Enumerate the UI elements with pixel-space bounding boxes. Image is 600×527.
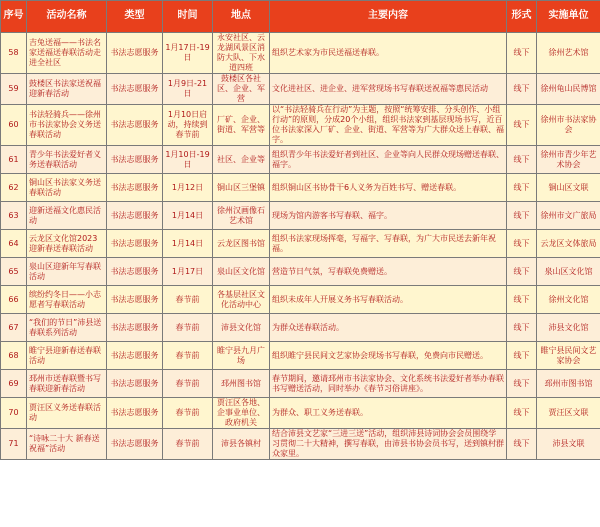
row-number: 61 [1, 146, 27, 174]
activity-place: 云龙区图书馆 [213, 230, 270, 258]
table-row [1, 202, 600, 230]
activity-form: 线下 [507, 202, 537, 230]
implementing-unit: 贾汪区文联 [537, 398, 600, 429]
table-row [1, 74, 600, 105]
activity-form: 线下 [507, 105, 537, 146]
activity-content: 结合沛县文艺家“三进三送”活动，组织沛县诗词协会会员围绕学习贯彻二十大精神，撰写春联，由沛县书协会员书写，送到镇村群众家里。 [270, 429, 507, 460]
table-row [1, 398, 600, 429]
activity-name: 铜山区书法家义务送春联活动 [27, 174, 107, 202]
row-number: 71 [1, 429, 27, 460]
activity-time: 1月10日-19日 [163, 146, 213, 174]
activity-type: 书法志愿服务 [107, 286, 163, 314]
activity-place: 徐州汉画像石艺术馆 [213, 202, 270, 230]
header-org: 实施单位 [537, 1, 600, 33]
row-number: 65 [1, 258, 27, 286]
activity-time: 1月12日 [163, 174, 213, 202]
header-form: 形式 [507, 1, 537, 33]
activity-form: 线下 [507, 258, 537, 286]
activity-type: 书法志愿服务 [107, 370, 163, 398]
activity-time: 春节前 [163, 342, 213, 370]
activity-content: 组织青少年书法爱好者到社区、企业等向人民群众现场赠送春联、福字。 [270, 146, 507, 174]
activity-content: 春节期间，邀请邳州市书法家协会、文化系统书法爱好者举办春联书写赠送活动，同时举办《春节习俗讲座》。 [270, 370, 507, 398]
activity-content: 组织书法家现场挥毫，写福字、写春联，为广大市民送去新年祝福。 [270, 230, 507, 258]
implementing-unit: 睢宁县民间文艺家协会 [537, 342, 600, 370]
implementing-unit: 铜山区文联 [537, 174, 600, 202]
header-time: 时间 [163, 1, 213, 33]
activity-place: 沛县文化馆 [213, 314, 270, 342]
row-number: 59 [1, 74, 27, 105]
activity-name: 云龙区文化馆2023迎新春送春联活动 [27, 230, 107, 258]
activity-content: 文化进社区、进企业、进军营现场书写春联送祝福等惠民活动 [270, 74, 507, 105]
activity-form: 线下 [507, 429, 537, 460]
activity-form: 线下 [507, 74, 537, 105]
implementing-unit: 徐州文化馆 [537, 286, 600, 314]
implementing-unit: 徐州市青少年艺术协会 [537, 146, 600, 174]
activity-content: 为群众、职工义务送春联。 [270, 398, 507, 429]
activity-content: 组织铜山区书协骨干6人义务为百姓书写、赠送春联。 [270, 174, 507, 202]
activity-place: 贾汪区各地、企事业单位、政府机关 [213, 398, 270, 429]
table-row [1, 370, 600, 398]
activity-content: 营造节日气氛，写春联免费赠送。 [270, 258, 507, 286]
activity-form: 线下 [507, 286, 537, 314]
activity-time: 1月9日-21日 [163, 74, 213, 105]
activity-time: 春节前 [163, 429, 213, 460]
row-number: 64 [1, 230, 27, 258]
activity-time: 1月14日 [163, 230, 213, 258]
activity-name: “我们的节日”沛县送春联系列活动 [27, 314, 107, 342]
activity-place: 邳州图书馆 [213, 370, 270, 398]
activity-name: “诗咏二十大 新春送祝福”活动 [27, 429, 107, 460]
row-number: 62 [1, 174, 27, 202]
implementing-unit: 邳州市图书馆 [537, 370, 600, 398]
activity-type: 书法志愿服务 [107, 146, 163, 174]
activity-form: 线下 [507, 342, 537, 370]
activity-type: 书法志愿服务 [107, 314, 163, 342]
activity-time: 1月14日 [163, 202, 213, 230]
activity-content: 组织未成年人开展义务书写春联活动。 [270, 286, 507, 314]
row-number: 68 [1, 342, 27, 370]
implementing-unit: 沛县文联 [537, 429, 600, 460]
implementing-unit: 徐州市书法家协会 [537, 105, 600, 146]
activity-place: 永安社区、云龙湖风景区消防大队、下水道四班 [213, 33, 270, 74]
implementing-unit: 泉山区文化馆 [537, 258, 600, 286]
activity-content: 组织睢宁县民间文艺家协会现场书写春联，免费向市民赠送。 [270, 342, 507, 370]
implementing-unit: 徐州市文广旅局 [537, 202, 600, 230]
activity-name: 睢宁县迎新春送春联活动 [27, 342, 107, 370]
activity-place: 睢宁县九月广场 [213, 342, 270, 370]
activity-content: 以“书法轻骑兵在行动”为主题，按照“统筹安排、分头创作、小组行动”的原则，分成20个小组，组织书法家到基层现场书写，近百位书法家深入厂矿、企业、街道、军营等为广大群众送上春联、福字。 [270, 105, 507, 146]
activity-name: 迎新送福文化惠民活动 [27, 202, 107, 230]
activity-type: 书法志愿服务 [107, 398, 163, 429]
activity-content: 为群众送春联活动。 [270, 314, 507, 342]
activity-place: 沛县各镇村 [213, 429, 270, 460]
activity-name: 邳州市送春联暨书写春联迎新春活动 [27, 370, 107, 398]
activity-place: 铜山区三堡镇 [213, 174, 270, 202]
activity-time: 1月17日-19日 [163, 33, 213, 74]
table-row [1, 105, 600, 146]
implementing-unit: 云龙区文体旅局 [537, 230, 600, 258]
table-row [1, 258, 600, 286]
activity-form: 线下 [507, 230, 537, 258]
activity-type: 书法志愿服务 [107, 202, 163, 230]
activity-name: 青少年书法爱好者义务送春联活动 [27, 146, 107, 174]
activity-content: 组织艺术家为市民送福送春联。 [270, 33, 507, 74]
activity-place: 社区、企业等 [213, 146, 270, 174]
activity-type: 书法志愿服务 [107, 230, 163, 258]
row-number: 67 [1, 314, 27, 342]
table-row [1, 429, 600, 460]
table-row [1, 286, 600, 314]
header-type: 类型 [107, 1, 163, 33]
activity-place: 鼓楼区各社区、企业、军营 [213, 74, 270, 105]
header-row [1, 1, 600, 33]
implementing-unit: 徐州龟山民博馆 [537, 74, 600, 105]
activity-name: 书法轻骑兵——徐州市书法家协会义务送春联活动 [27, 105, 107, 146]
activity-place: 厂矿、企业、街道、军营等 [213, 105, 270, 146]
activity-type: 书法志愿服务 [107, 33, 163, 74]
activity-place: 各基层社区文化活动中心 [213, 286, 270, 314]
activity-form: 线下 [507, 370, 537, 398]
header-content: 主要内容 [270, 1, 507, 33]
table-row [1, 230, 600, 258]
header-num: 序号 [1, 1, 27, 33]
activity-type: 书法志愿服务 [107, 105, 163, 146]
activity-type: 书法志愿服务 [107, 429, 163, 460]
activity-time: 1月10日启动，持续到春节前 [163, 105, 213, 146]
activity-name: 缤纷约冬日——小志愿者写春联活动 [27, 286, 107, 314]
header-place: 地点 [213, 1, 270, 33]
activity-type: 书法志愿服务 [107, 74, 163, 105]
header-name: 活动名称 [27, 1, 107, 33]
activity-time: 春节前 [163, 398, 213, 429]
row-number: 69 [1, 370, 27, 398]
table-row [1, 174, 600, 202]
activity-name: 贾汪区义务送春联活动 [27, 398, 107, 429]
activity-time: 1月17日 [163, 258, 213, 286]
activity-type: 书法志愿服务 [107, 174, 163, 202]
row-number: 63 [1, 202, 27, 230]
activity-type: 书法志愿服务 [107, 342, 163, 370]
row-number: 60 [1, 105, 27, 146]
table-row [1, 146, 600, 174]
activity-time: 春节前 [163, 286, 213, 314]
table-row [1, 342, 600, 370]
activity-form: 线下 [507, 33, 537, 74]
activity-time: 春节前 [163, 314, 213, 342]
row-number: 66 [1, 286, 27, 314]
activity-type: 书法志愿服务 [107, 258, 163, 286]
row-number: 70 [1, 398, 27, 429]
activity-form: 线下 [507, 398, 537, 429]
activity-name: 泉山区迎新年写春联活动 [27, 258, 107, 286]
activity-content: 现场为馆内游客书写春联、福字。 [270, 202, 507, 230]
table-row [1, 314, 600, 342]
table-row [1, 33, 600, 74]
activity-name: 鼓楼区书法家送祝福迎新春活动 [27, 74, 107, 105]
activity-place: 泉山区文化馆 [213, 258, 270, 286]
implementing-unit: 沛县文化馆 [537, 314, 600, 342]
activity-form: 线下 [507, 174, 537, 202]
activity-name: 吉兔送福——书法名家送福送春联活动走进全社区 [27, 33, 107, 74]
implementing-unit: 徐州艺术馆 [537, 33, 600, 74]
activity-form: 线下 [507, 146, 537, 174]
table-body [1, 33, 600, 460]
activity-form: 线下 [507, 314, 537, 342]
row-number: 58 [1, 33, 27, 74]
activity-time: 春节前 [163, 370, 213, 398]
